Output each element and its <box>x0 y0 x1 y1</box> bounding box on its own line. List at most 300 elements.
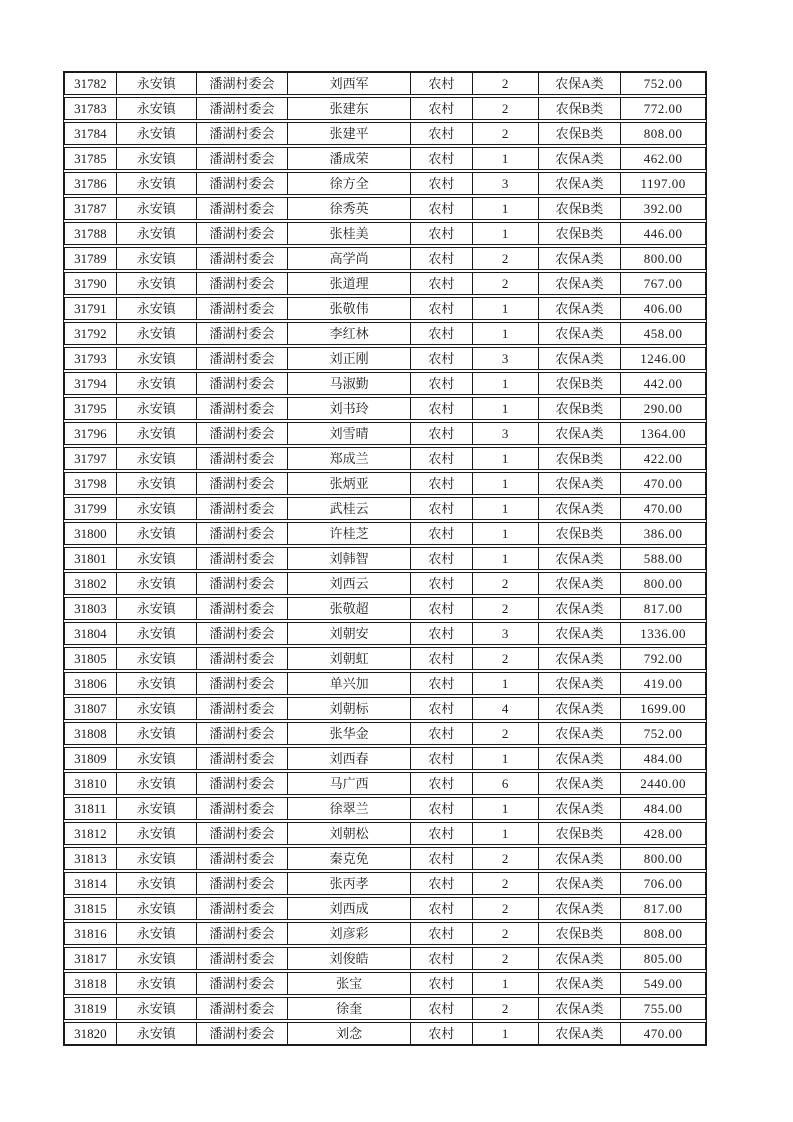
table-row <box>64 797 706 820</box>
cell-amount: 470.00 <box>643 501 683 516</box>
cell-count: 2 <box>473 98 539 119</box>
table-row <box>64 397 706 420</box>
cell-type: 农村 <box>411 148 473 169</box>
cell-name: 刘韩智 <box>288 548 411 569</box>
cell-type: 农村 <box>411 548 473 569</box>
cell-count: 2 <box>473 923 539 944</box>
table-row <box>64 197 706 220</box>
cell-town: 永安镇 <box>117 523 197 544</box>
cell-town: 永安镇 <box>117 1023 197 1044</box>
cell-amount: 462.00 <box>643 151 683 166</box>
cell-name: 徐翠兰 <box>288 798 411 819</box>
cell-type: 农村 <box>411 698 473 719</box>
cell-village: 潘湖村委会 <box>197 623 289 644</box>
table-row <box>64 872 706 895</box>
cell-type: 农村 <box>411 198 473 219</box>
cell-count: 1 <box>473 373 539 394</box>
table-row <box>64 147 706 170</box>
cell-id: 31815 <box>65 898 117 919</box>
cell-amount: 484.00 <box>643 751 683 766</box>
cell-village: 潘湖村委会 <box>197 673 289 694</box>
cell-amount: 422.00 <box>643 451 683 466</box>
table-row <box>64 1022 706 1045</box>
cell-amount: 458.00 <box>643 326 683 341</box>
cell-amount: 406.00 <box>643 301 683 316</box>
table-row <box>64 972 706 995</box>
cell-town: 永安镇 <box>117 448 197 469</box>
cell-category: 农保A类 <box>539 498 622 519</box>
cell-count: 2 <box>473 248 539 269</box>
cell-category: 农保A类 <box>539 648 622 669</box>
table-row <box>64 447 706 470</box>
cell-id: 31795 <box>65 398 117 419</box>
cell-amount: 808.00 <box>643 126 683 141</box>
cell-type: 农村 <box>411 348 473 369</box>
cell-count: 6 <box>473 773 539 794</box>
cell-id: 31817 <box>65 948 117 969</box>
cell-town: 永安镇 <box>117 548 197 569</box>
cell-category: 农保B类 <box>539 123 622 144</box>
table-row <box>64 372 706 395</box>
record-table <box>63 71 707 1046</box>
table-row <box>64 172 706 195</box>
cell-id: 31812 <box>65 823 117 844</box>
cell-name: 刘西成 <box>288 898 411 919</box>
table-row <box>64 647 706 670</box>
cell-name: 秦克免 <box>288 848 411 869</box>
cell-count: 3 <box>473 423 539 444</box>
cell-category: 农保A类 <box>539 598 622 619</box>
cell-id: 31799 <box>65 498 117 519</box>
cell-count: 1 <box>473 823 539 844</box>
cell-town: 永安镇 <box>117 98 197 119</box>
cell-name: 刘念 <box>288 1023 411 1044</box>
cell-name: 张宝 <box>288 973 411 994</box>
cell-town: 永安镇 <box>117 673 197 694</box>
cell-village: 潘湖村委会 <box>197 373 289 394</box>
cell-category: 农保A类 <box>539 1023 622 1044</box>
cell-town: 永安镇 <box>117 773 197 794</box>
cell-count: 3 <box>473 623 539 644</box>
cell-name: 刘雪晴 <box>288 423 411 444</box>
cell-name: 刘书玲 <box>288 398 411 419</box>
cell-amount: 808.00 <box>643 926 683 941</box>
cell-category: 农保B类 <box>539 98 622 119</box>
cell-town: 永安镇 <box>117 273 197 294</box>
cell-amount: 792.00 <box>643 651 683 666</box>
cell-id: 31811 <box>65 798 117 819</box>
cell-category: 农保A类 <box>539 548 622 569</box>
cell-id: 31805 <box>65 648 117 669</box>
cell-town: 永安镇 <box>117 248 197 269</box>
cell-category: 农保B类 <box>539 198 622 219</box>
cell-name: 刘西春 <box>288 748 411 769</box>
cell-type: 农村 <box>411 648 473 669</box>
cell-name: 刘朝松 <box>288 823 411 844</box>
cell-category: 农保B类 <box>539 373 622 394</box>
cell-category: 农保A类 <box>539 423 622 444</box>
cell-category: 农保B类 <box>539 398 622 419</box>
cell-name: 刘西军 <box>288 73 411 94</box>
table-row <box>64 572 706 595</box>
cell-type: 农村 <box>411 923 473 944</box>
table-row <box>64 297 706 320</box>
cell-village: 潘湖村委会 <box>197 323 289 344</box>
cell-name: 刘西云 <box>288 573 411 594</box>
cell-type: 农村 <box>411 373 473 394</box>
cell-town: 永安镇 <box>117 473 197 494</box>
cell-category: 农保A类 <box>539 673 622 694</box>
cell-count: 4 <box>473 698 539 719</box>
table-row <box>64 722 706 745</box>
cell-type: 农村 <box>411 823 473 844</box>
cell-count: 2 <box>473 948 539 969</box>
cell-category: 农保B类 <box>539 923 622 944</box>
cell-name: 马淑勤 <box>288 373 411 394</box>
cell-town: 永安镇 <box>117 948 197 969</box>
cell-town: 永安镇 <box>117 973 197 994</box>
cell-type: 农村 <box>411 623 473 644</box>
table-row <box>64 97 706 120</box>
cell-amount: 392.00 <box>643 201 683 216</box>
table-row <box>64 122 706 145</box>
cell-count: 2 <box>473 898 539 919</box>
cell-town: 永安镇 <box>117 748 197 769</box>
cell-village: 潘湖村委会 <box>197 398 289 419</box>
cell-type: 农村 <box>411 998 473 1019</box>
cell-village: 潘湖村委会 <box>197 723 289 744</box>
table-row <box>64 947 706 970</box>
cell-id: 31802 <box>65 573 117 594</box>
cell-type: 农村 <box>411 673 473 694</box>
cell-village: 潘湖村委会 <box>197 698 289 719</box>
cell-category: 农保B类 <box>539 223 622 244</box>
table-row <box>64 622 706 645</box>
cell-category: 农保A类 <box>539 148 622 169</box>
cell-type: 农村 <box>411 973 473 994</box>
cell-type: 农村 <box>411 898 473 919</box>
table-row <box>64 772 706 795</box>
cell-category: 农保A类 <box>539 948 622 969</box>
cell-name: 张建东 <box>288 98 411 119</box>
table-row <box>64 322 706 345</box>
table-row <box>64 997 706 1020</box>
cell-village: 潘湖村委会 <box>197 148 289 169</box>
cell-town: 永安镇 <box>117 923 197 944</box>
cell-id: 31788 <box>65 223 117 244</box>
cell-type: 农村 <box>411 748 473 769</box>
cell-name: 刘朝虹 <box>288 648 411 669</box>
cell-name: 潘成荣 <box>288 148 411 169</box>
cell-name: 徐方全 <box>288 173 411 194</box>
cell-amount: 752.00 <box>643 726 683 741</box>
cell-type: 农村 <box>411 173 473 194</box>
cell-id: 31816 <box>65 923 117 944</box>
cell-village: 潘湖村委会 <box>197 98 289 119</box>
cell-village: 潘湖村委会 <box>197 123 289 144</box>
cell-category: 农保A类 <box>539 773 622 794</box>
cell-category: 农保B类 <box>539 523 622 544</box>
cell-category: 农保A类 <box>539 348 622 369</box>
cell-category: 农保A类 <box>539 698 622 719</box>
cell-id: 31809 <box>65 748 117 769</box>
cell-id: 31785 <box>65 148 117 169</box>
cell-id: 31797 <box>65 448 117 469</box>
cell-town: 永安镇 <box>117 498 197 519</box>
cell-category: 农保A类 <box>539 798 622 819</box>
cell-village: 潘湖村委会 <box>197 423 289 444</box>
cell-id: 31813 <box>65 848 117 869</box>
cell-id: 31806 <box>65 673 117 694</box>
cell-id: 31794 <box>65 373 117 394</box>
cell-name: 徐秀英 <box>288 198 411 219</box>
cell-type: 农村 <box>411 523 473 544</box>
cell-category: 农保A类 <box>539 898 622 919</box>
cell-town: 永安镇 <box>117 623 197 644</box>
cell-village: 潘湖村委会 <box>197 948 289 969</box>
cell-amount: 290.00 <box>643 401 683 416</box>
cell-name: 张敬伟 <box>288 298 411 319</box>
cell-town: 永安镇 <box>117 223 197 244</box>
cell-category: 农保A类 <box>539 473 622 494</box>
cell-name: 张华金 <box>288 723 411 744</box>
cell-name: 徐奎 <box>288 998 411 1019</box>
cell-name: 李红林 <box>288 323 411 344</box>
cell-town: 永安镇 <box>117 998 197 1019</box>
cell-id: 31804 <box>65 623 117 644</box>
cell-id: 31820 <box>65 1023 117 1044</box>
cell-id: 31792 <box>65 323 117 344</box>
cell-type: 农村 <box>411 323 473 344</box>
cell-count: 1 <box>473 198 539 219</box>
cell-count: 1 <box>473 973 539 994</box>
cell-type: 农村 <box>411 773 473 794</box>
cell-type: 农村 <box>411 423 473 444</box>
cell-category: 农保A类 <box>539 848 622 869</box>
cell-type: 农村 <box>411 873 473 894</box>
cell-type: 农村 <box>411 123 473 144</box>
cell-town: 永安镇 <box>117 323 197 344</box>
cell-category: 农保B类 <box>539 448 622 469</box>
cell-amount: 1197.00 <box>640 176 686 191</box>
cell-name: 马广西 <box>288 773 411 794</box>
cell-village: 潘湖村委会 <box>197 1023 289 1044</box>
cell-village: 潘湖村委会 <box>197 798 289 819</box>
cell-category: 农保B类 <box>539 823 622 844</box>
cell-village: 潘湖村委会 <box>197 848 289 869</box>
cell-amount: 706.00 <box>643 876 683 891</box>
cell-name: 许桂芝 <box>288 523 411 544</box>
cell-name: 张桂美 <box>288 223 411 244</box>
cell-village: 潘湖村委会 <box>197 523 289 544</box>
cell-town: 永安镇 <box>117 148 197 169</box>
cell-type: 农村 <box>411 98 473 119</box>
cell-category: 农保A类 <box>539 298 622 319</box>
cell-village: 潘湖村委会 <box>197 973 289 994</box>
cell-village: 潘湖村委会 <box>197 223 289 244</box>
cell-village: 潘湖村委会 <box>197 923 289 944</box>
cell-amount: 800.00 <box>643 851 683 866</box>
cell-town: 永安镇 <box>117 723 197 744</box>
cell-amount: 549.00 <box>643 976 683 991</box>
cell-town: 永安镇 <box>117 198 197 219</box>
cell-name: 郑成兰 <box>288 448 411 469</box>
cell-type: 农村 <box>411 498 473 519</box>
cell-type: 农村 <box>411 223 473 244</box>
cell-amount: 386.00 <box>643 526 683 541</box>
cell-id: 31782 <box>65 73 117 94</box>
cell-name: 刘正刚 <box>288 348 411 369</box>
cell-category: 农保A类 <box>539 173 622 194</box>
cell-amount: 588.00 <box>643 551 683 566</box>
cell-count: 1 <box>473 448 539 469</box>
cell-count: 1 <box>473 548 539 569</box>
cell-count: 1 <box>473 298 539 319</box>
cell-count: 1 <box>473 798 539 819</box>
table-row <box>64 347 706 370</box>
cell-id: 31790 <box>65 273 117 294</box>
cell-town: 永安镇 <box>117 823 197 844</box>
cell-amount: 817.00 <box>643 901 683 916</box>
cell-id: 31793 <box>65 348 117 369</box>
cell-amount: 484.00 <box>643 801 683 816</box>
cell-type: 农村 <box>411 573 473 594</box>
cell-count: 2 <box>473 598 539 619</box>
table-row <box>64 222 706 245</box>
cell-id: 31810 <box>65 773 117 794</box>
cell-count: 1 <box>473 148 539 169</box>
table-row <box>64 597 706 620</box>
cell-town: 永安镇 <box>117 798 197 819</box>
cell-id: 31783 <box>65 98 117 119</box>
cell-village: 潘湖村委会 <box>197 273 289 294</box>
cell-id: 31789 <box>65 248 117 269</box>
table-row <box>64 272 706 295</box>
cell-id: 31814 <box>65 873 117 894</box>
cell-town: 永安镇 <box>117 698 197 719</box>
cell-id: 31787 <box>65 198 117 219</box>
cell-name: 张敬超 <box>288 598 411 619</box>
cell-amount: 800.00 <box>643 251 683 266</box>
cell-name: 张炳亚 <box>288 473 411 494</box>
table-row <box>64 247 706 270</box>
cell-village: 潘湖村委会 <box>197 198 289 219</box>
cell-village: 潘湖村委会 <box>197 498 289 519</box>
cell-village: 潘湖村委会 <box>197 598 289 619</box>
table-row <box>64 897 706 920</box>
cell-id: 31796 <box>65 423 117 444</box>
cell-name: 刘朝安 <box>288 623 411 644</box>
cell-category: 农保A类 <box>539 323 622 344</box>
cell-count: 2 <box>473 848 539 869</box>
cell-count: 2 <box>473 648 539 669</box>
cell-category: 农保A类 <box>539 248 622 269</box>
cell-type: 农村 <box>411 848 473 869</box>
cell-count: 1 <box>473 748 539 769</box>
cell-count: 1 <box>473 323 539 344</box>
table-row <box>64 472 706 495</box>
cell-amount: 442.00 <box>643 376 683 391</box>
cell-id: 31818 <box>65 973 117 994</box>
cell-amount: 2440.00 <box>640 776 686 791</box>
cell-count: 3 <box>473 173 539 194</box>
table-row <box>64 497 706 520</box>
cell-count: 1 <box>473 223 539 244</box>
table-row <box>64 522 706 545</box>
cell-amount: 767.00 <box>643 276 683 291</box>
cell-type: 农村 <box>411 948 473 969</box>
cell-type: 农村 <box>411 598 473 619</box>
cell-type: 农村 <box>411 473 473 494</box>
cell-id: 31791 <box>65 298 117 319</box>
table-row <box>64 822 706 845</box>
cell-amount: 800.00 <box>643 576 683 591</box>
cell-count: 2 <box>473 573 539 594</box>
cell-category: 农保A类 <box>539 748 622 769</box>
cell-town: 永安镇 <box>117 423 197 444</box>
cell-id: 31807 <box>65 698 117 719</box>
cell-id: 31819 <box>65 998 117 1019</box>
cell-amount: 805.00 <box>643 951 683 966</box>
cell-village: 潘湖村委会 <box>197 298 289 319</box>
table-row <box>64 72 706 95</box>
cell-count: 2 <box>473 73 539 94</box>
cell-type: 农村 <box>411 448 473 469</box>
cell-type: 农村 <box>411 248 473 269</box>
cell-count: 2 <box>473 998 539 1019</box>
cell-town: 永安镇 <box>117 898 197 919</box>
cell-village: 潘湖村委会 <box>197 873 289 894</box>
cell-type: 农村 <box>411 798 473 819</box>
cell-type: 农村 <box>411 398 473 419</box>
cell-town: 永安镇 <box>117 573 197 594</box>
cell-amount: 755.00 <box>643 1001 683 1016</box>
cell-village: 潘湖村委会 <box>197 648 289 669</box>
cell-category: 农保A类 <box>539 998 622 1019</box>
cell-amount: 428.00 <box>643 826 683 841</box>
cell-count: 2 <box>473 723 539 744</box>
cell-amount: 1336.00 <box>640 626 686 641</box>
table-row <box>64 697 706 720</box>
cell-count: 1 <box>473 473 539 494</box>
cell-name: 张建平 <box>288 123 411 144</box>
cell-name: 刘俊皓 <box>288 948 411 969</box>
cell-name: 高学尚 <box>288 248 411 269</box>
cell-count: 3 <box>473 348 539 369</box>
cell-type: 农村 <box>411 723 473 744</box>
cell-name: 刘彦彩 <box>288 923 411 944</box>
cell-village: 潘湖村委会 <box>197 548 289 569</box>
cell-count: 2 <box>473 273 539 294</box>
cell-id: 31801 <box>65 548 117 569</box>
cell-name: 刘朝标 <box>288 698 411 719</box>
cell-amount: 772.00 <box>643 101 683 116</box>
cell-id: 31800 <box>65 523 117 544</box>
cell-town: 永安镇 <box>117 348 197 369</box>
cell-category: 农保A类 <box>539 573 622 594</box>
cell-id: 31803 <box>65 598 117 619</box>
cell-village: 潘湖村委会 <box>197 773 289 794</box>
cell-village: 潘湖村委会 <box>197 898 289 919</box>
cell-category: 农保A类 <box>539 273 622 294</box>
cell-amount: 419.00 <box>643 676 683 691</box>
table-row <box>64 922 706 945</box>
cell-town: 永安镇 <box>117 648 197 669</box>
cell-village: 潘湖村委会 <box>197 448 289 469</box>
table-row <box>64 422 706 445</box>
cell-category: 农保A类 <box>539 723 622 744</box>
cell-amount: 752.00 <box>643 76 683 91</box>
